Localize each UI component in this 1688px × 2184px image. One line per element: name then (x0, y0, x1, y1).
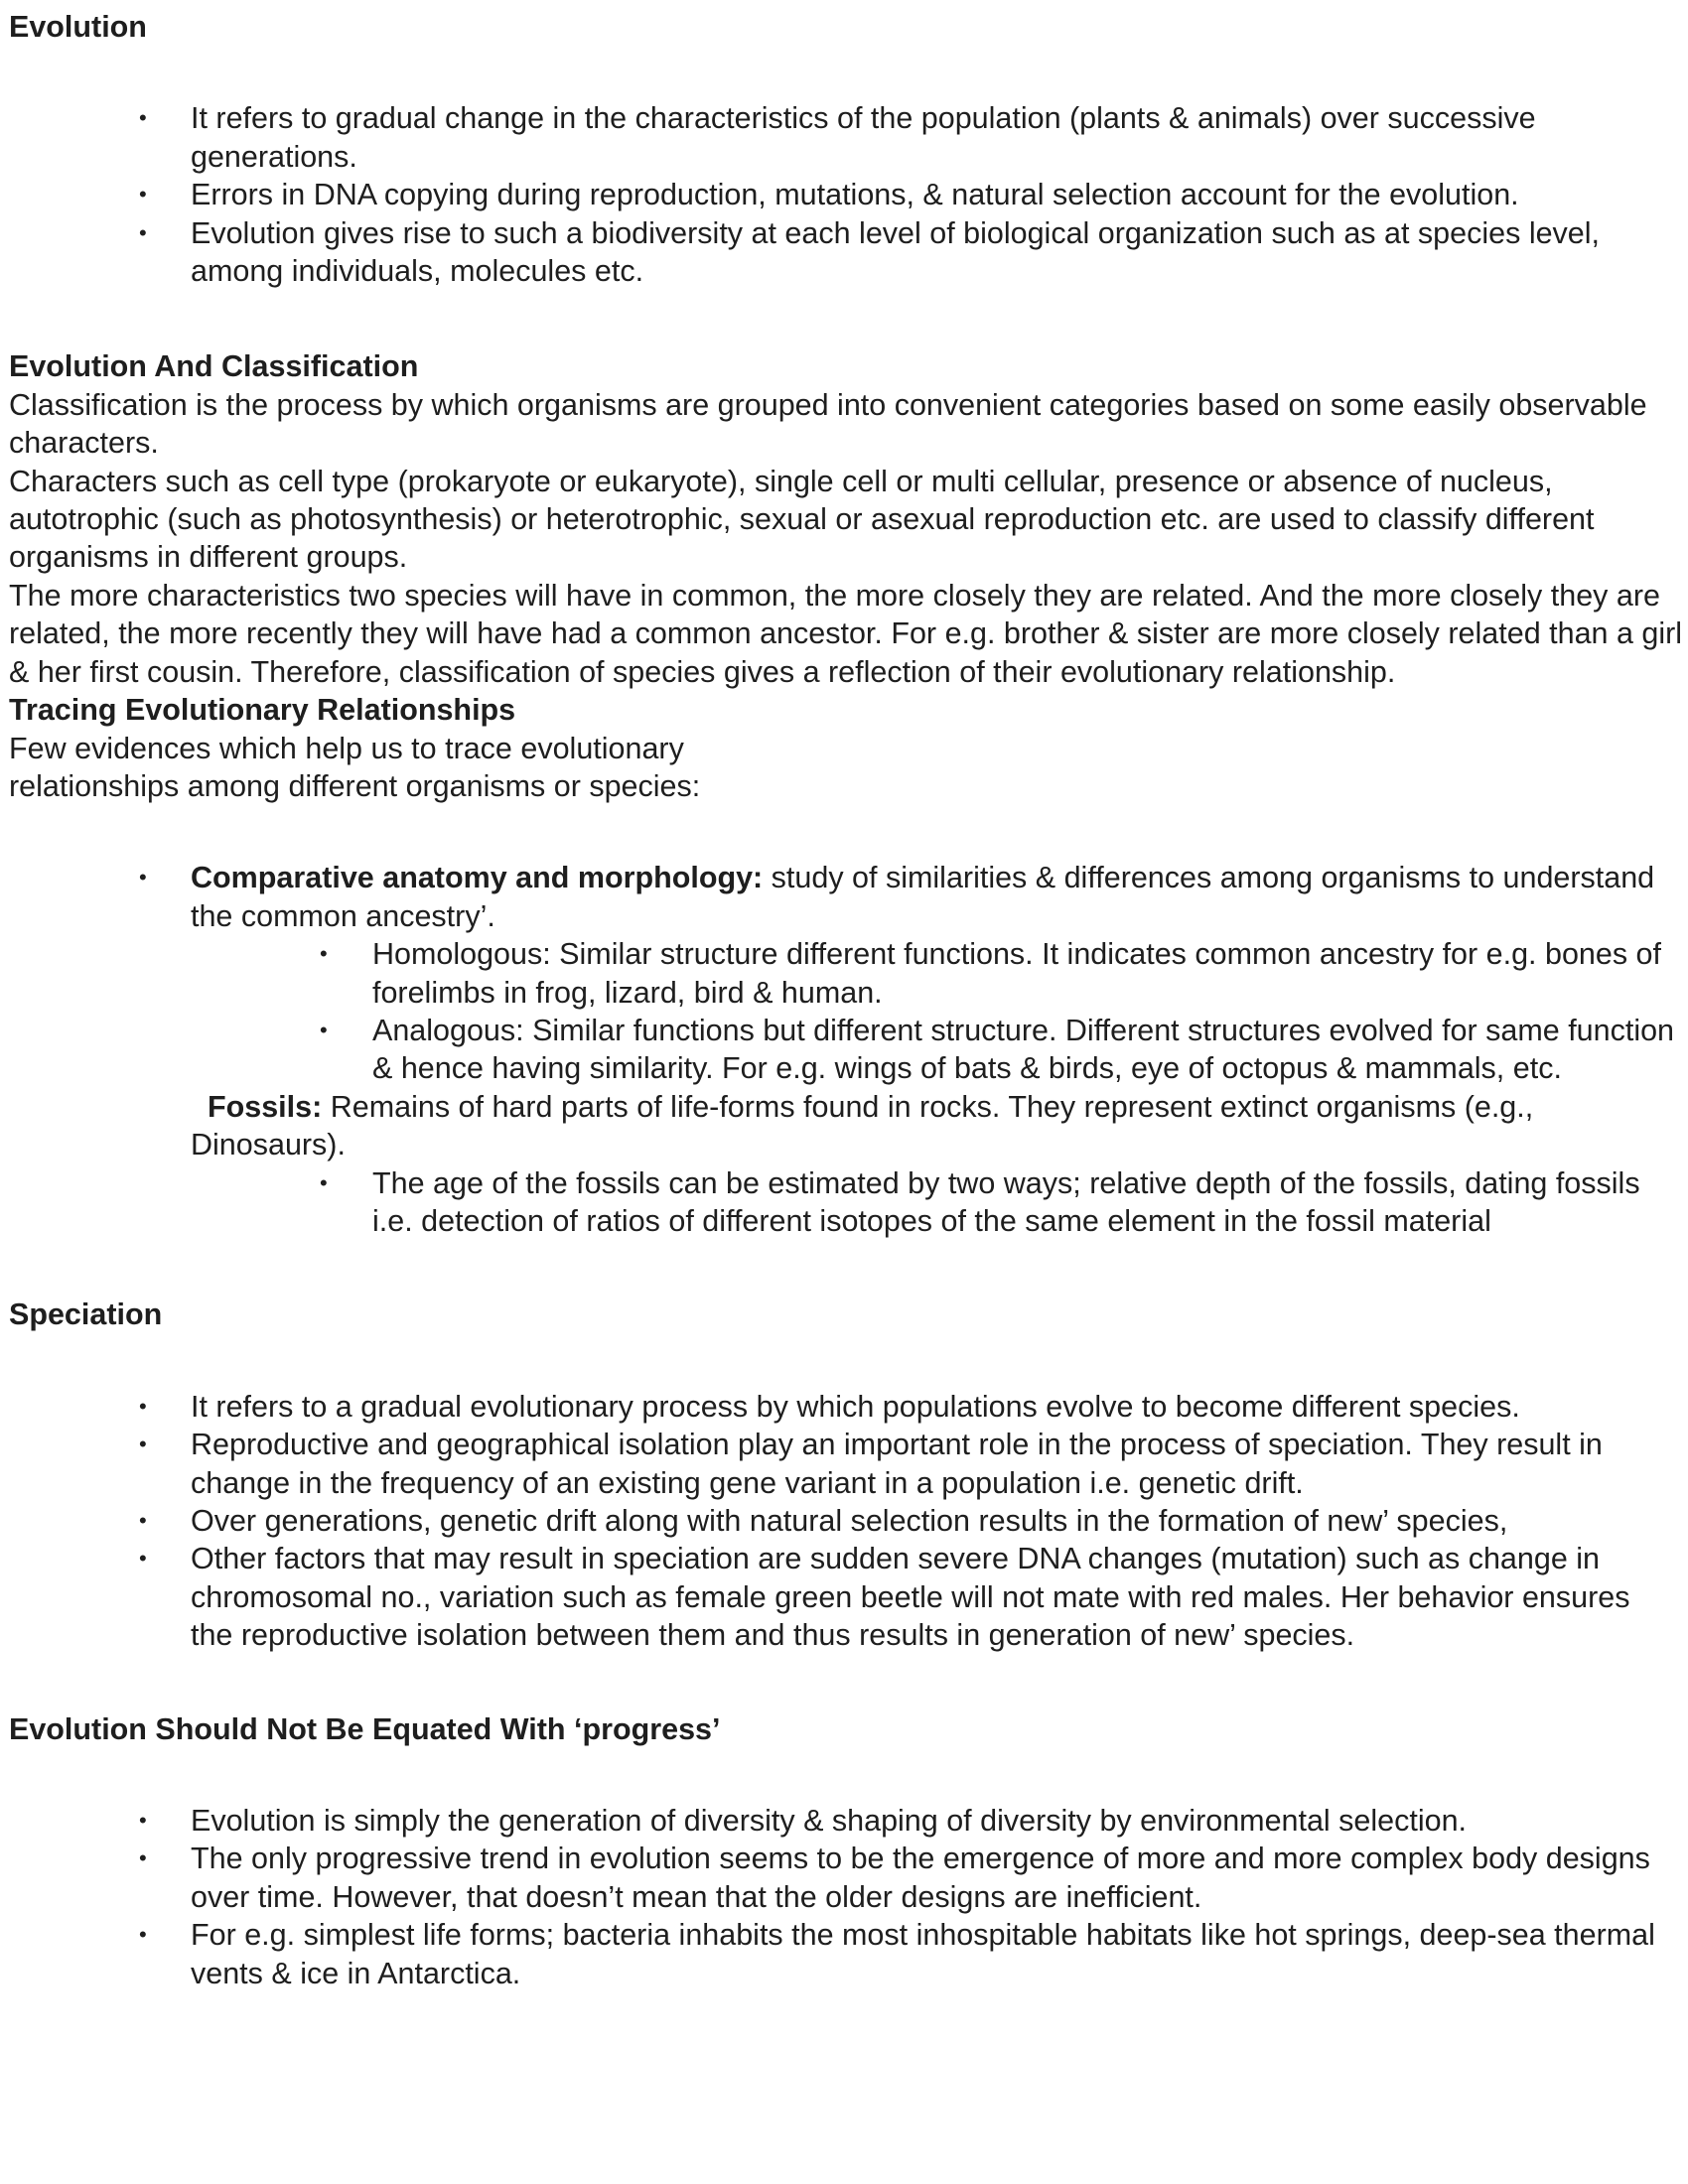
heading-tracing-evolutionary-relationships: Tracing Evolutionary Relationships (9, 693, 516, 728)
paragraph: Classification is the process by which organisms are grouped into convenient categories based on some easily observable characters. (9, 387, 1647, 461)
bullet-icon: • (320, 1169, 328, 1195)
bullet-icon: • (139, 1845, 147, 1871)
list-item: • Other factors that may result in speciation are sudden severe DNA changes (mutation) such as change in chromosomal no., variation such as female green beetle will not mate with red males. Her behavior ensures the reproductive isolation between them and thus results in generation of new’ species. (139, 1542, 1630, 1653)
list-item: • It refers to a gradual evolutionary process by which populations evolve to become different species. (9, 1388, 1688, 1426)
list-item-homologous: • Homologous: Similar structure different functions. It indicates common ancestry for e.g. bones of forelimbs in frog, lizard, bird & human. (320, 937, 1661, 1010)
list-item-comparative-anatomy: • Comparative anatomy and morphology: study of similarities & differences among organisms to understand the common ancestry’. (139, 861, 1655, 933)
list-item: • It refers to gradual change in the characteristics of the population (plants & animals) over successive generations. (139, 101, 1536, 174)
bullet-icon: • (139, 182, 147, 207)
list-item: • Over generations, genetic drift along with natural selection results in the formation of new’ species, (9, 1502, 1688, 1540)
speciation-bullet-list (9, 1388, 1688, 1655)
bullet-icon: • (139, 865, 147, 890)
paragraph: The more characteristics two species will have in common, the more closely they are related. And the more closely they are related, the more recently they will have had a common ancestor. For e.g. brother & sister are more closely related than a girl & her first cousin. Therefore, classification of species gives a reflection of their evolutionary relationship. (9, 578, 1683, 689)
bullet-icon: • (139, 1922, 147, 1948)
term-fossils: Fossils: (208, 1089, 323, 1124)
list-item: • For e.g. simplest life forms; bacteria inhabits the most inhospitable habitats like hot springs, deep-sea thermal vents & ice in Antarctica. (139, 1918, 1655, 1990)
bullet-icon: • (139, 1508, 147, 1533)
bullet-icon: • (320, 1017, 328, 1042)
list-item: • Errors in DNA copying during reproduction, mutations, & natural selection account for the evolution. (9, 176, 1688, 213)
bullet-icon: • (139, 1808, 147, 1834)
list-item: • Evolution is simply the generation of diversity & shaping of diversity by environmental selection. (9, 1802, 1688, 1840)
list-item-analogous: • Analogous: Similar functions but different structure. Different structures evolved for same function & hence having similarity. For e.g. wings of bats & birds, eye of octopus & mammals, etc. (320, 1013, 1675, 1086)
list-item: • Reproductive and geographical isolation play an important role in the process of speciation. They result in change in the frequency of an existing gene variant in a population i.e. genetic drift. (139, 1428, 1603, 1500)
list-item-fossil-age: • The age of the fossils can be estimated by two ways; relative depth of the fossils, dating fossils i.e. detection of ratios of different isotopes of the same element in the fossil material (320, 1165, 1640, 1238)
bullet-icon: • (320, 941, 328, 967)
evolution-bullet-list (9, 99, 1688, 290)
bullet-icon: • (139, 105, 147, 131)
bullet-icon: • (139, 1393, 147, 1419)
bullet-icon: • (139, 1432, 147, 1457)
list-item: • The only progressive trend in evolution seems to be the emergence of more and more complex body designs over time. However, that doesn’t mean that the older designs are inefficient. (139, 1842, 1650, 1914)
heading-evolution: Evolution (9, 10, 147, 44)
heading-evolution-and-classification: Evolution And Classification (9, 349, 419, 384)
bullet-icon: • (139, 219, 147, 245)
list-item: • Evolution gives rise to such a biodiversity at each level of biological organization such as at species level, among individuals, molecules etc. (139, 215, 1601, 289)
progress-bullet-list (9, 1802, 1688, 1992)
paragraph-intro-line-2: relationships among different organisms or species: (9, 768, 701, 803)
list-item-fossils: Fossils: Remains of hard parts of life-forms found in rocks. They represent extinct organisms (e.g., Dinosaurs). (191, 1089, 1534, 1162)
evidence-list (9, 859, 1688, 1240)
bullet-icon: • (139, 1546, 147, 1571)
term-comparative-anatomy: Comparative anatomy and morphology: (191, 861, 764, 895)
heading-speciation: Speciation (9, 1297, 163, 1332)
paragraph: Characters such as cell type (prokaryote or eukaryote), single cell or multi cellular, presence or absence of nucleus, autotrophic (such as photosynthesis) or heterotrophic, sexual or asexual reproduction etc. are used to classify different organisms in different groups. (9, 464, 1595, 575)
paragraph-intro-line-1: Few evidences which help us to trace evolutionary (9, 731, 684, 765)
heading-evolution-not-progress: Evolution Should Not Be Equated With ‘progress’ (9, 1711, 721, 1746)
